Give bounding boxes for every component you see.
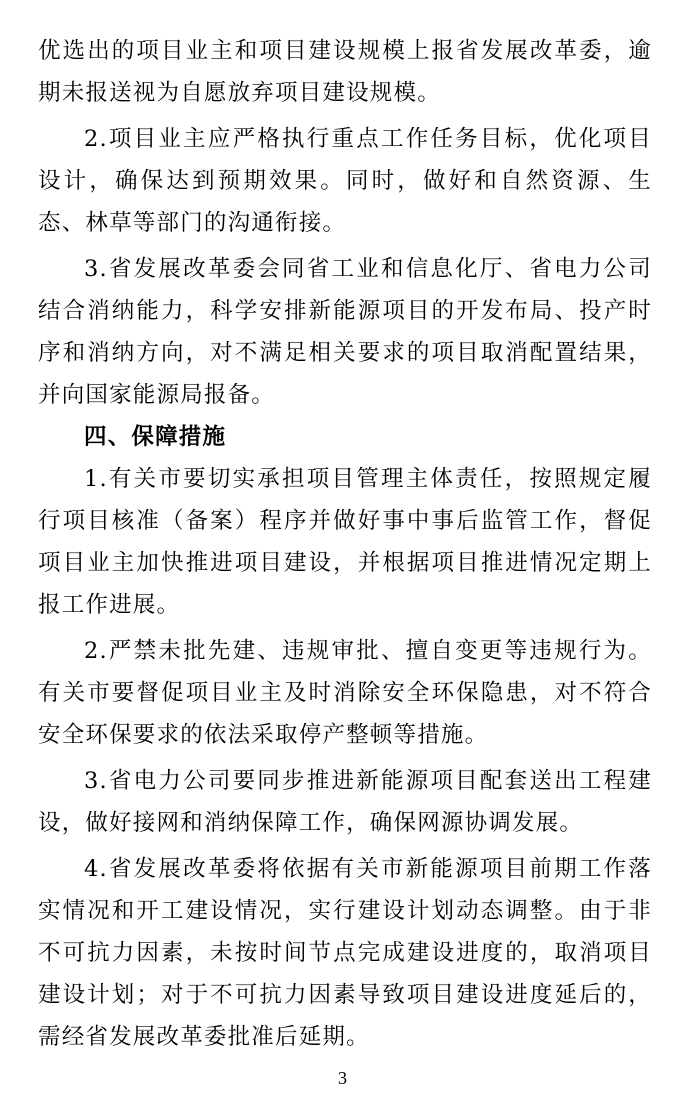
paragraph-measure-3: 3.省电力公司要同步推进新能源项目配套送出工程建设，做好接网和消纳保障工作，确保网源协调发展。 xyxy=(38,768,652,836)
paragraph-measure-4: 4.省发展改革委将依据有关市新能源项目前期工作落实情况和开工建设情况，实行建设计划动态调整。由于非不可抗力因素，未按时间节点完成建设进度的，取消项目建设计划；对于不可抗力因素导致项目建设进度延后的，需经省发展改革委批准后延期。 xyxy=(38,856,652,1050)
section-heading: 四、保障措施 xyxy=(84,424,227,450)
page-number: 3 xyxy=(338,1068,347,1088)
paragraph-item-3: 3.省发展改革委会同省工业和信息化厅、省电力公司结合消纳能力，科学安排新能源项目的开发布局、投产时序和消纳方向，对不满足相关要求的项目取消配置结果，并向国家能源局报备。 xyxy=(38,256,652,408)
paragraph-item-2: 2.项目业主应严格执行重点工作任务目标，优化项目设计，确保达到预期效果。同时，做好和自然资源、生态、林草等部门的沟通衔接。 xyxy=(38,126,652,236)
paragraph-measure-1: 1.有关市要切实承担项目管理主体责任，按照规定履行项目核准（备案）程序并做好事中事后监管工作，督促项目业主加快推进项目建设，并根据项目推进情况定期上报工作进展。 xyxy=(38,466,652,618)
document-body xyxy=(38,30,652,1058)
paragraph-continuation: 优选出的项目业主和项目建设规模上报省发展改革委，逾期未报送视为自愿放弃项目建设规模。 xyxy=(38,38,652,106)
paragraph-measure-2: 2.严禁未批先建、违规审批、擅自变更等违规行为。有关市要督促项目业主及时消除安全环保隐患，对不符合安全环保要求的依法采取停产整顿等措施。 xyxy=(38,638,652,748)
